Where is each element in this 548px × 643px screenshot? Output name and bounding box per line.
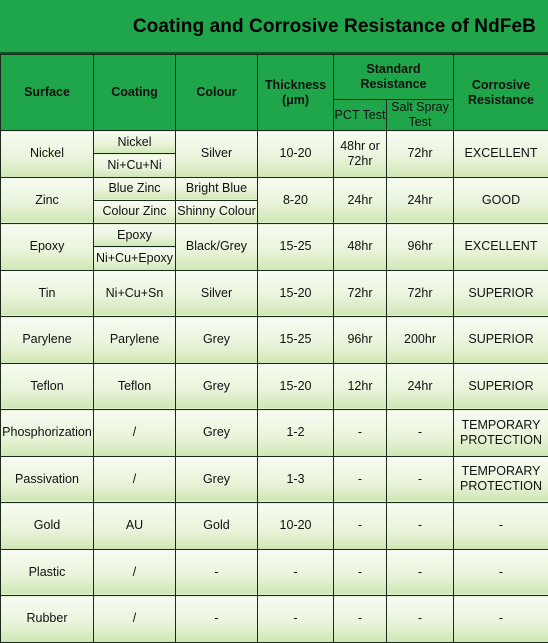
cell-pct: 48hr or 72hr bbox=[334, 131, 387, 178]
cell-surface: Parylene bbox=[1, 317, 94, 364]
cell-salt-spray: - bbox=[387, 596, 454, 643]
header-coating: Coating bbox=[94, 55, 176, 131]
cell-colour: Grey bbox=[176, 410, 258, 457]
cell-coating: Parylene bbox=[94, 317, 176, 364]
cell-corrosive-resistance: TEMPORARY PROTECTION bbox=[454, 456, 548, 503]
cell-thickness: - bbox=[258, 549, 334, 596]
table-row bbox=[1, 503, 548, 550]
cell-salt-spray: 24hr bbox=[387, 363, 454, 410]
table-body bbox=[1, 131, 548, 643]
cell-salt-spray: 72hr bbox=[387, 270, 454, 317]
cell-surface: Nickel bbox=[1, 131, 94, 178]
table-row bbox=[1, 224, 548, 247]
table-row bbox=[1, 410, 548, 457]
cell-pct: 12hr bbox=[334, 363, 387, 410]
cell-surface: Epoxy bbox=[1, 224, 94, 271]
cell-corrosive-resistance: EXCELLENT bbox=[454, 224, 548, 271]
cell-coating: Ni+Cu+Epoxy bbox=[94, 247, 176, 270]
cell-corrosive-resistance: SUPERIOR bbox=[454, 317, 548, 364]
header-corrosive-resistance: Corrosive Resistance bbox=[454, 55, 548, 131]
cell-pct: - bbox=[334, 503, 387, 550]
title-bar bbox=[0, 0, 548, 54]
header-pct-test: PCT Test bbox=[334, 100, 387, 131]
cell-surface: Rubber bbox=[1, 596, 94, 643]
cell-corrosive-resistance: EXCELLENT bbox=[454, 131, 548, 178]
cell-pct: 96hr bbox=[334, 317, 387, 364]
cell-thickness: 15-20 bbox=[258, 270, 334, 317]
table-row bbox=[1, 456, 548, 503]
cell-corrosive-resistance: GOOD bbox=[454, 177, 548, 224]
cell-coating: / bbox=[94, 596, 176, 643]
cell-salt-spray: 96hr bbox=[387, 224, 454, 271]
cell-colour: Gold bbox=[176, 503, 258, 550]
header-salt-spray-test: Salt Spray Test bbox=[387, 100, 454, 131]
cell-corrosive-resistance: SUPERIOR bbox=[454, 270, 548, 317]
cell-corrosive-resistance: - bbox=[454, 549, 548, 596]
cell-coating: AU bbox=[94, 503, 176, 550]
page-title: Coating and Corrosive Resistance of NdFeB bbox=[133, 16, 536, 38]
cell-salt-spray: - bbox=[387, 549, 454, 596]
cell-salt-spray: 24hr bbox=[387, 177, 454, 224]
cell-colour: Grey bbox=[176, 317, 258, 364]
table-row bbox=[1, 596, 548, 643]
cell-coating: Ni+Cu+Sn bbox=[94, 270, 176, 317]
cell-colour: Black/Grey bbox=[176, 224, 258, 271]
header-colour: Colour bbox=[176, 55, 258, 131]
cell-thickness: 8-20 bbox=[258, 177, 334, 224]
cell-surface: Gold bbox=[1, 503, 94, 550]
header-standard-resistance: Standard Resistance bbox=[334, 55, 454, 100]
cell-pct: 48hr bbox=[334, 224, 387, 271]
table-row bbox=[1, 549, 548, 596]
cell-salt-spray: - bbox=[387, 410, 454, 457]
cell-pct: 24hr bbox=[334, 177, 387, 224]
cell-thickness: 1-3 bbox=[258, 456, 334, 503]
cell-thickness: 10-20 bbox=[258, 503, 334, 550]
cell-pct: - bbox=[334, 596, 387, 643]
cell-pct: - bbox=[334, 549, 387, 596]
table-row bbox=[1, 131, 548, 154]
cell-thickness: - bbox=[258, 596, 334, 643]
cell-coating: / bbox=[94, 549, 176, 596]
cell-colour: - bbox=[176, 549, 258, 596]
cell-thickness: 15-25 bbox=[258, 317, 334, 364]
table-row bbox=[1, 270, 548, 317]
cell-colour: Silver bbox=[176, 270, 258, 317]
cell-salt-spray: 72hr bbox=[387, 131, 454, 178]
cell-pct: - bbox=[334, 456, 387, 503]
cell-surface: Phosphorization bbox=[1, 410, 94, 457]
cell-coating: Nickel bbox=[94, 131, 176, 154]
cell-coating: / bbox=[94, 456, 176, 503]
cell-colour: Grey bbox=[176, 363, 258, 410]
table-row bbox=[1, 177, 548, 200]
cell-surface: Plastic bbox=[1, 549, 94, 596]
cell-colour: Silver bbox=[176, 131, 258, 178]
cell-corrosive-resistance: TEMPORARY PROTECTION bbox=[454, 410, 548, 457]
cell-colour: Bright Blue bbox=[176, 177, 258, 200]
cell-salt-spray: - bbox=[387, 503, 454, 550]
cell-pct: 72hr bbox=[334, 270, 387, 317]
cell-surface: Teflon bbox=[1, 363, 94, 410]
cell-pct: - bbox=[334, 410, 387, 457]
cell-thickness: 15-25 bbox=[258, 224, 334, 271]
cell-coating: Teflon bbox=[94, 363, 176, 410]
cell-colour: - bbox=[176, 596, 258, 643]
cell-surface: Zinc bbox=[1, 177, 94, 224]
cell-colour: Shinny Colour bbox=[176, 200, 258, 223]
cell-surface: Passivation bbox=[1, 456, 94, 503]
coating-table bbox=[0, 54, 548, 643]
table-row bbox=[1, 363, 548, 410]
header-thickness: Thickness (μm) bbox=[258, 55, 334, 131]
cell-colour: Grey bbox=[176, 456, 258, 503]
cell-coating: Blue Zinc bbox=[94, 177, 176, 200]
cell-thickness: 1-2 bbox=[258, 410, 334, 457]
cell-coating: Epoxy bbox=[94, 224, 176, 247]
cell-salt-spray: 200hr bbox=[387, 317, 454, 364]
cell-surface: Tin bbox=[1, 270, 94, 317]
cell-coating: Ni+Cu+Ni bbox=[94, 154, 176, 177]
cell-thickness: 10-20 bbox=[258, 131, 334, 178]
cell-corrosive-resistance: SUPERIOR bbox=[454, 363, 548, 410]
cell-coating: Colour Zinc bbox=[94, 200, 176, 223]
cell-corrosive-resistance: - bbox=[454, 596, 548, 643]
cell-salt-spray: - bbox=[387, 456, 454, 503]
header-surface: Surface bbox=[1, 55, 94, 131]
cell-corrosive-resistance: - bbox=[454, 503, 548, 550]
cell-thickness: 15-20 bbox=[258, 363, 334, 410]
cell-coating: / bbox=[94, 410, 176, 457]
table-row bbox=[1, 317, 548, 364]
